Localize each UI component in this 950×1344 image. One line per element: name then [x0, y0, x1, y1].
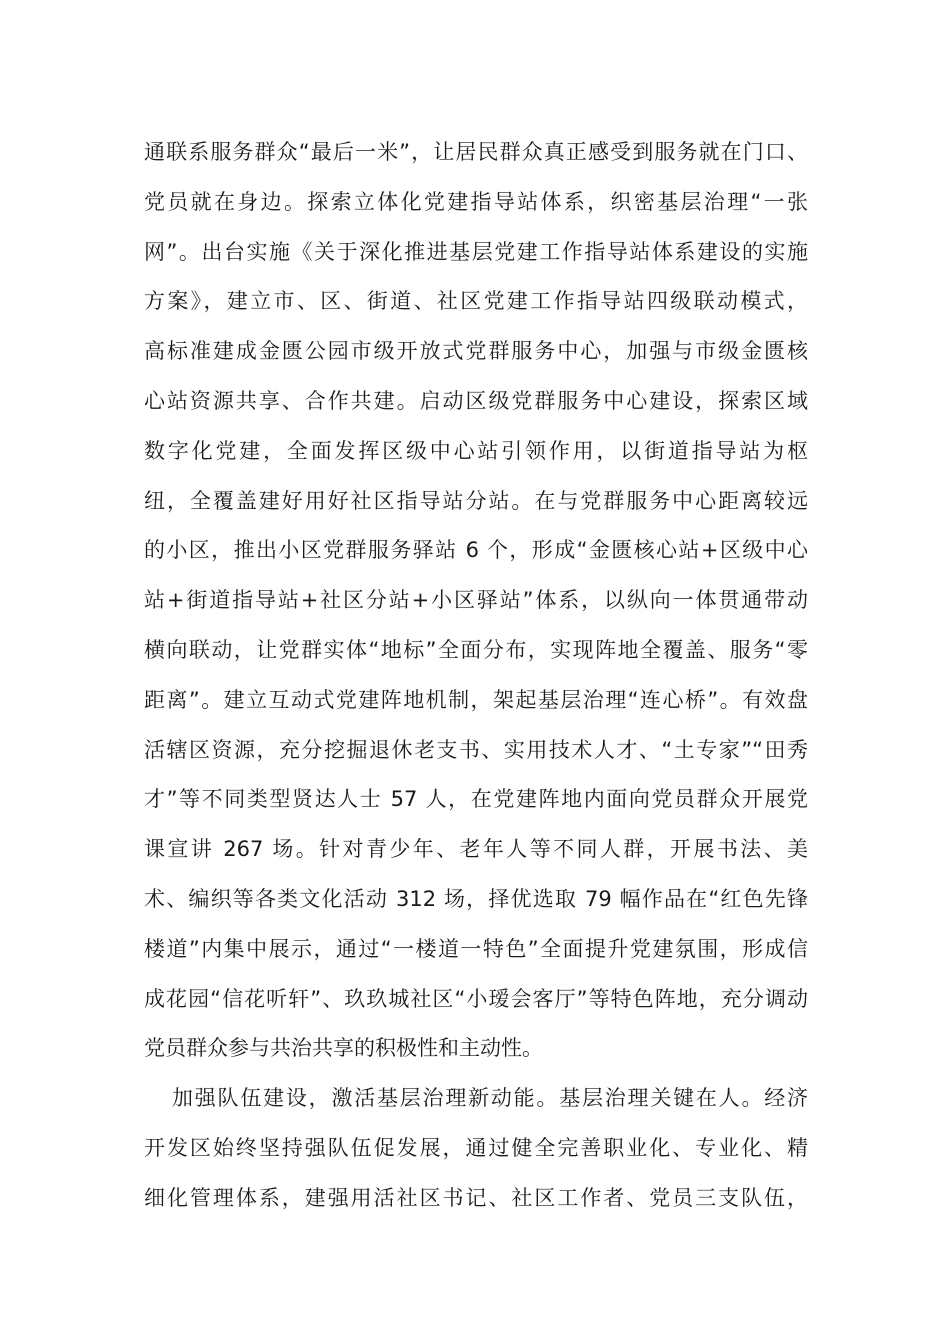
body-text	[144, 128, 808, 1224]
text-line: 才”等不同类型贤达人士 57 人，在党建阵地内面向党员群众开展党	[144, 787, 808, 812]
paragraph-end-line: 党员群众参与共治共享的积极性和主动性。	[144, 1036, 543, 1061]
text-line: 心站资源共享、合作共建。启动区级党群服务中心建设，探索区域	[144, 388, 808, 413]
text-line: 高标准建成金匮公园市级开放式党群服务中心，加强与市级金匮核	[144, 339, 808, 364]
text-line: 纽，全覆盖建好用好社区指导站分站。在与党群服务中心距离较远	[144, 488, 808, 513]
text-line: 开发区始终坚持强队伍促发展，通过健全完善职业化、专业化、精	[144, 1135, 808, 1160]
text-line: 细化管理体系，建强用活社区书记、社区工作者、党员三支队伍，	[144, 1185, 808, 1210]
text-line: 网”。出台实施《关于深化推进基层党建工作指导站体系建设的实施	[144, 239, 808, 264]
text-line: 通联系服务群众“最后一米”，让居民群众真正感受到服务就在门口、	[144, 140, 808, 164]
text-line: 距离”。建立互动式党建阵地机制，架起基层治理“连心桥”。有效盘	[144, 687, 808, 712]
text-line: 横向联动，让党群实体“地标”全面分布，实现阵地全覆盖、服务“零	[144, 637, 808, 662]
text-line: 楼道”内集中展示，通过“一楼道一特色”全面提升党建氛围，形成信	[144, 936, 808, 961]
text-line: 术、编织等各类文化活动 312 场，择优选取 79 幅作品在“红色先锋	[144, 886, 808, 911]
text-line: 数字化党建，全面发挥区级中心站引领作用，以街道指导站为枢	[144, 438, 808, 463]
paragraph-start-line: 加强队伍建设，激活基层治理新动能。基层治理关键在人。经济	[172, 1086, 808, 1111]
text-line: 党员就在身边。探索立体化党建指导站体系，织密基层治理“一张	[144, 189, 808, 214]
text-line: 站+街道指导站+社区分站+小区驿站”体系，以纵向一体贯通带动	[144, 588, 808, 613]
text-line: 方案》，建立市、区、街道、社区党建工作指导站四级联动模式，	[144, 289, 808, 314]
text-line: 活辖区资源，充分挖掘退休老支书、实用技术人才、“土专家”“田秀	[144, 737, 808, 762]
text-line: 成花园“信花听轩”、玖玖城社区“小瑷会客厅”等特色阵地，充分调动	[144, 986, 808, 1011]
text-line: 课宣讲 267 场。针对青少年、老年人等不同人群，开展书法、美	[144, 837, 808, 862]
text-line: 的小区，推出小区党群服务驿站 6 个，形成“金匮核心站+区级中心	[144, 538, 808, 563]
